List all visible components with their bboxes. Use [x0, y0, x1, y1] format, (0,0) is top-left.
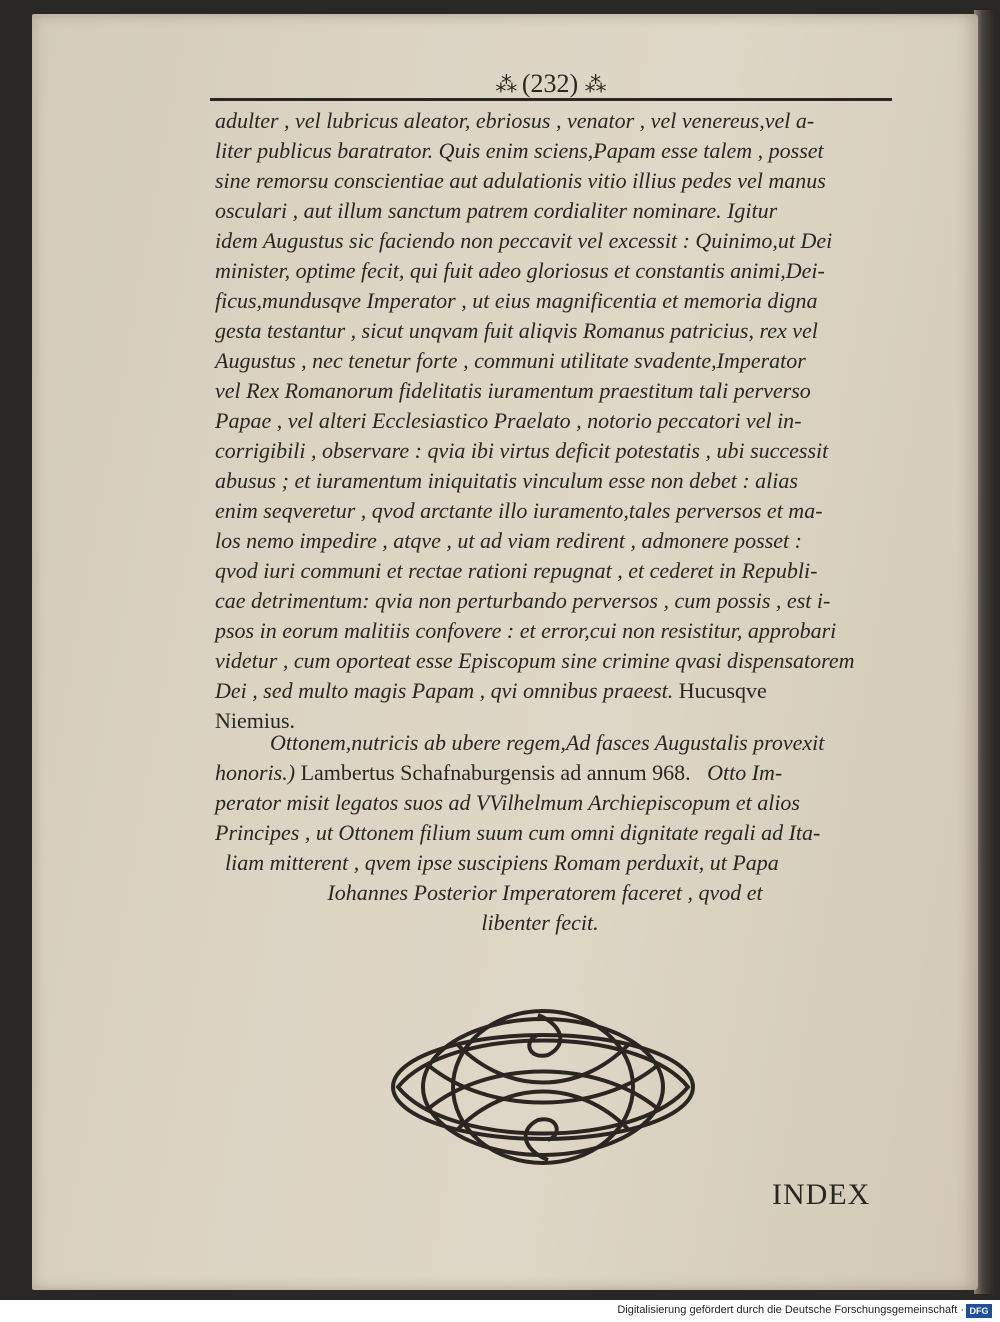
header-left-ornament: ⁂ [495, 72, 516, 97]
running-header [205, 68, 895, 101]
text-line: qvod iuri communi et rectae rationi repugnat , et cederet in Republi- [215, 558, 818, 583]
footer-credit: Digitalisierung gefördert durch die Deutsche Forschungsgemeinschaft · [617, 1304, 964, 1316]
text-line: los nemo impedire , atqve , ut ad viam redirent , admonere posset : [215, 528, 802, 553]
text-line: gesta testantur , sicut unqvam fuit aliqvis Romanus patricius, rex vel [215, 318, 818, 343]
header-rule [210, 98, 892, 101]
text-line: minister, optime fecit, qui fuit adeo gloriosus et constantis animi,Dei- [215, 258, 825, 283]
calligraphic-ornament [388, 1005, 698, 1170]
footer-bar [0, 1300, 1000, 1322]
text-line: adulter , vel lubricus aleator, ebriosus , venator , vel venereus,vel a- [215, 108, 815, 133]
text-line: enim seqveretur , qvod arctante illo iuramento,tales perversos et ma- [215, 498, 823, 523]
text-span: Otto Im- [707, 760, 783, 785]
text-span: Hucusqve [678, 678, 767, 703]
text-line: ficus,mundusqve Imperator , ut eius magnificentia et memoria digna [215, 288, 818, 313]
header-right-ornament: ⁂ [584, 72, 605, 97]
text-line: osculari , aut illum sanctum patrem cordialiter nominare. Igitur [215, 198, 778, 223]
text-line: Niemius. [215, 708, 296, 733]
text-line: Dei , sed multo magis Papam , qvi omnibus praeest. Hucusqve [215, 678, 767, 703]
text-line: Iohannes Posterior Imperatorem faceret , qvod et [327, 880, 763, 905]
text-line: psos in eorum malitiis confovere : et error,cui non resistitur, approbari [215, 618, 837, 643]
text-line: cae detrimentum: qvia non perturbando perversos , cum possis , est i- [215, 588, 831, 613]
text-line: idem Augustus sic faciendo non peccavit vel excessit : Quinimo,ut Dei [215, 228, 833, 253]
text-line [215, 758, 782, 788]
dfg-logo-icon: DFG [966, 1304, 992, 1318]
text-line: sine remorsu conscientiae aut adulationis vitio illius pedes vel manus [215, 168, 826, 193]
text-line: libenter fecit. [481, 910, 599, 935]
text-span: Lambertus Schafnaburgensis ad annum 968. [295, 760, 691, 785]
text-line: videtur , cum oporteat esse Episcopum sine crimine qvasi dispensatorem [215, 648, 855, 673]
text-line: Augustus , nec tenetur forte , communi utilitate svadente,Imperator [215, 348, 806, 373]
page-number: (232) [521, 69, 579, 98]
text-line: corrigibili , observare : qvia ibi virtus deficit potestatis , ubi successit [215, 438, 829, 463]
text-line: Ottonem,nutricis ab ubere regem,Ad fasces Augustalis provexit [270, 730, 825, 755]
text-line: liter publicus baratrator. Quis enim sciens,Papam esse talem , posset [215, 138, 824, 163]
text-line: Papae , vel alteri Ecclesiastico Praelato , notorio peccatori vel in- [215, 408, 802, 433]
catchword: INDEX [772, 1178, 871, 1211]
text-line: perator misit legatos suos ad VVilhelmum Archiepiscopum et alios [215, 790, 800, 815]
text-span: honoris.) [215, 760, 296, 785]
text-line: abusus ; et iuramentum iniquitatis vinculum esse non debet : alias [215, 468, 798, 493]
text-line: vel Rex Romanorum fidelitatis iuramentum praestitum tali perverso [215, 378, 811, 403]
text-line: Principes , ut Ottonem filium suum cum omni dignitate regali ad Ita- [215, 820, 821, 845]
text-line: liam mitterent , qvem ipse suscipiens Romam perduxit, ut Papa [225, 850, 779, 875]
